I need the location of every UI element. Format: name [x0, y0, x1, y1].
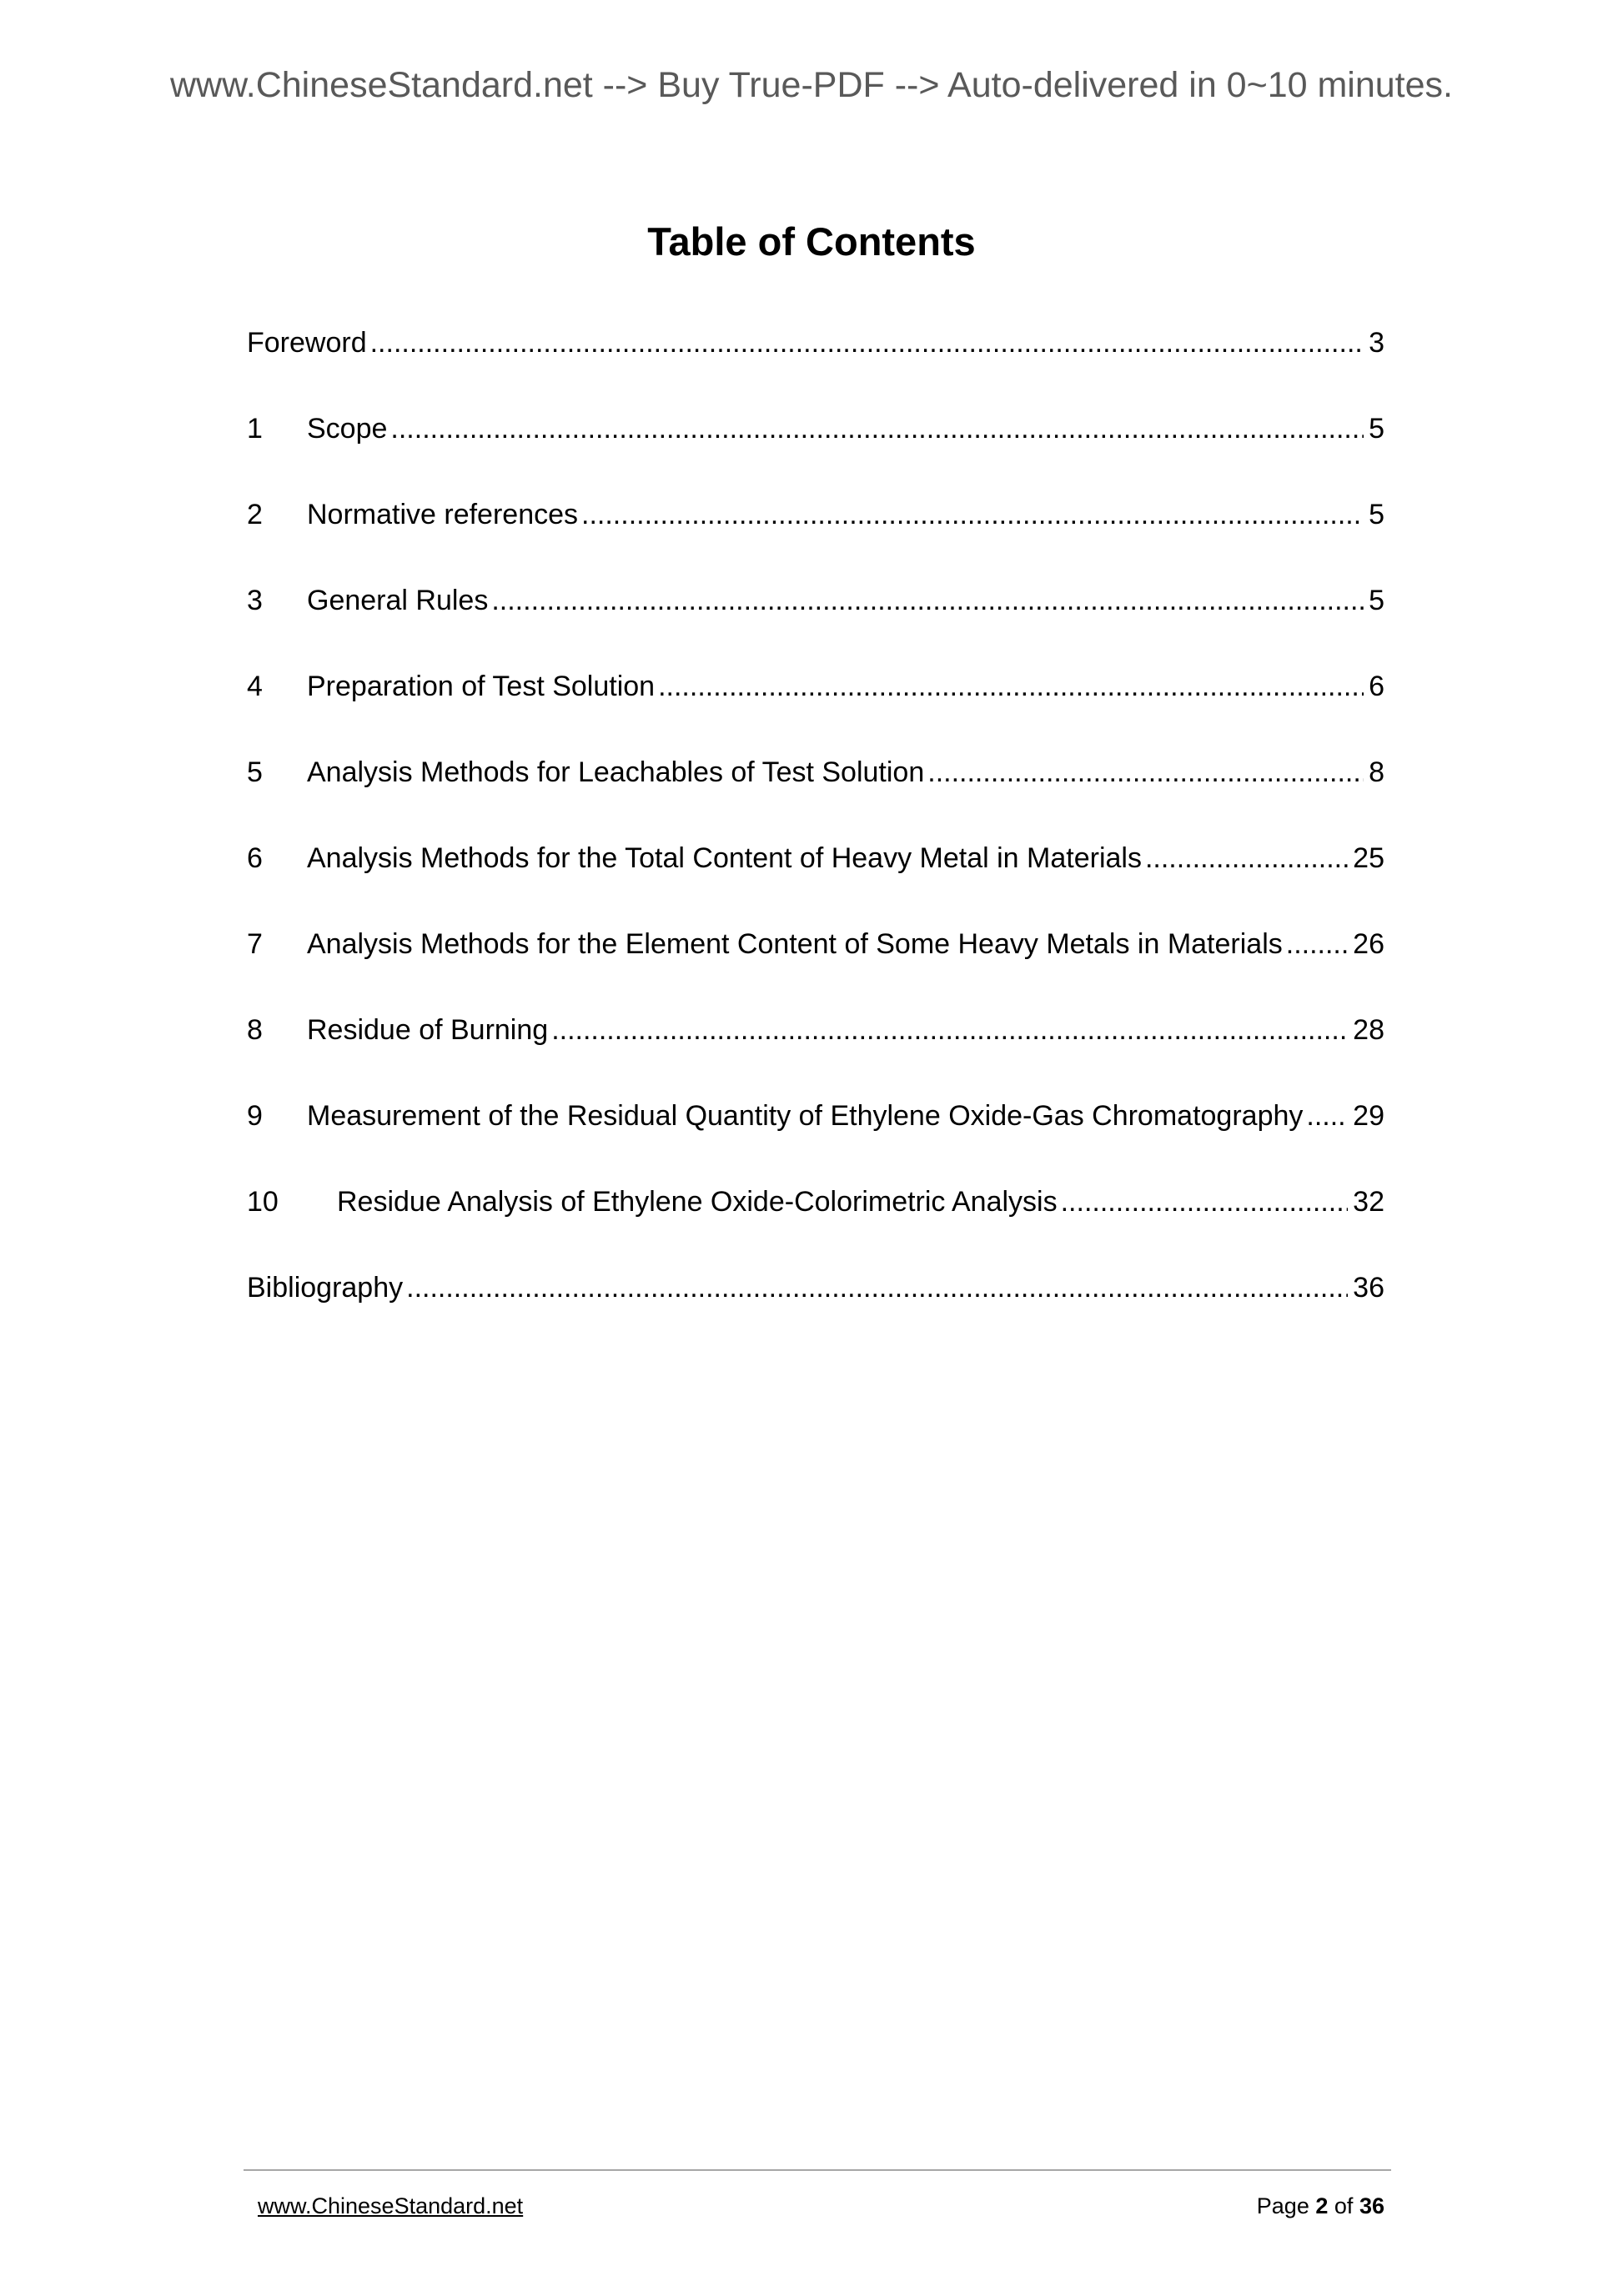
toc-entry-number: 9 [247, 1100, 263, 1132]
toc-entry-page: 5 [1369, 413, 1384, 445]
toc-entry-page: 26 [1353, 928, 1384, 960]
toc-entry-text: General Rules [307, 585, 489, 616]
toc-dot-leader [491, 576, 1364, 625]
toc-entry-page: 6 [1369, 671, 1384, 702]
toc-dot-leader [1306, 1092, 1348, 1140]
toc-list [247, 319, 1384, 1349]
toc-entry-number: 1 [247, 413, 263, 445]
toc-entry-text: Bibliography [247, 1272, 404, 1304]
toc-entry-number: 10 [247, 1186, 279, 1218]
toc-entry-text: Analysis Methods for the Total Content of Heavy Metal in Materials [307, 842, 1142, 874]
toc-dot-leader [551, 1006, 1348, 1054]
toc-dot-leader [406, 1264, 1348, 1312]
toc-entry-general-rules[interactable] [247, 576, 1384, 662]
toc-entry-text: Preparation of Test Solution [307, 671, 656, 702]
top-banner: www.ChineseStandard.net --> Buy True-PDF --> Auto-delivered in 0~10 minutes. [169, 65, 1453, 105]
toc-entry-foreword[interactable] [247, 319, 1384, 404]
toc-entry-number: 4 [247, 671, 263, 702]
toc-entry-number: 6 [247, 842, 263, 874]
footer-page-number [1257, 2193, 1384, 2219]
toc-dot-leader [658, 662, 1364, 711]
toc-entry-preparation-of-test-solution[interactable] [247, 662, 1384, 748]
toc-entry-ethylene-oxide-colorimetric[interactable] [247, 1178, 1384, 1264]
footer-divider [244, 2169, 1391, 2171]
toc-entry-text: Residue of Burning [307, 1014, 549, 1046]
toc-entry-text: Measurement of the Residual Quantity of Ethylene Oxide-Gas Chromatography [307, 1100, 1304, 1132]
toc-entry-text: Normative references [307, 499, 579, 530]
toc-entry-page: 3 [1369, 327, 1384, 359]
of-label: of [1334, 2193, 1354, 2218]
toc-dot-leader [1061, 1178, 1349, 1226]
toc-entry-page: 29 [1353, 1100, 1384, 1132]
toc-entry-page: 8 [1369, 756, 1384, 788]
toc-entry-number: 7 [247, 928, 263, 960]
toc-dot-leader [927, 748, 1364, 796]
toc-entry-number: 8 [247, 1014, 263, 1046]
toc-entry-text: Foreword [247, 327, 367, 359]
toc-entry-bibliography[interactable] [247, 1264, 1384, 1349]
toc-entry-scope[interactable] [247, 404, 1384, 490]
toc-dot-leader [581, 490, 1364, 539]
toc-entry-page: 25 [1353, 842, 1384, 874]
toc-entry-heavy-metal-total-content[interactable] [247, 834, 1384, 920]
toc-entry-page: 5 [1369, 499, 1384, 530]
toc-entry-residue-of-burning[interactable] [247, 1006, 1384, 1092]
page-label: Page [1256, 2193, 1309, 2218]
toc-entry-text: Scope [307, 413, 388, 445]
toc-dot-leader [1145, 834, 1348, 882]
toc-entry-number: 5 [247, 756, 263, 788]
toc-entry-heavy-metal-element-content[interactable] [247, 920, 1384, 1006]
toc-entry-text: Analysis Methods for Leachables of Test Solution [307, 756, 925, 788]
toc-entry-text: Analysis Methods for the Element Content of Some Heavy Metals in Materials [307, 928, 1283, 960]
current-page: 2 [1315, 2193, 1329, 2218]
toc-dot-leader [390, 404, 1364, 453]
footer-site-link[interactable]: www.ChineseStandard.net [258, 2193, 524, 2218]
toc-entry-page: 5 [1369, 585, 1384, 616]
toc-title: Table of Contents [647, 219, 976, 264]
toc-entry-page: 32 [1353, 1186, 1384, 1218]
toc-entry-page: 28 [1353, 1014, 1384, 1046]
toc-entry-text: Residue Analysis of Ethylene Oxide-Colorimetric Analysis [337, 1186, 1058, 1218]
toc-dot-leader [370, 319, 1364, 367]
toc-entry-page: 36 [1353, 1272, 1384, 1304]
total-pages: 36 [1359, 2193, 1384, 2218]
toc-entry-leachables-analysis[interactable] [247, 748, 1384, 834]
toc-entry-normative-references[interactable] [247, 490, 1384, 576]
toc-entry-number: 3 [247, 585, 263, 616]
toc-dot-leader [1286, 920, 1348, 968]
toc-entry-number: 2 [247, 499, 263, 530]
toc-entry-ethylene-oxide-gc[interactable] [247, 1092, 1384, 1178]
